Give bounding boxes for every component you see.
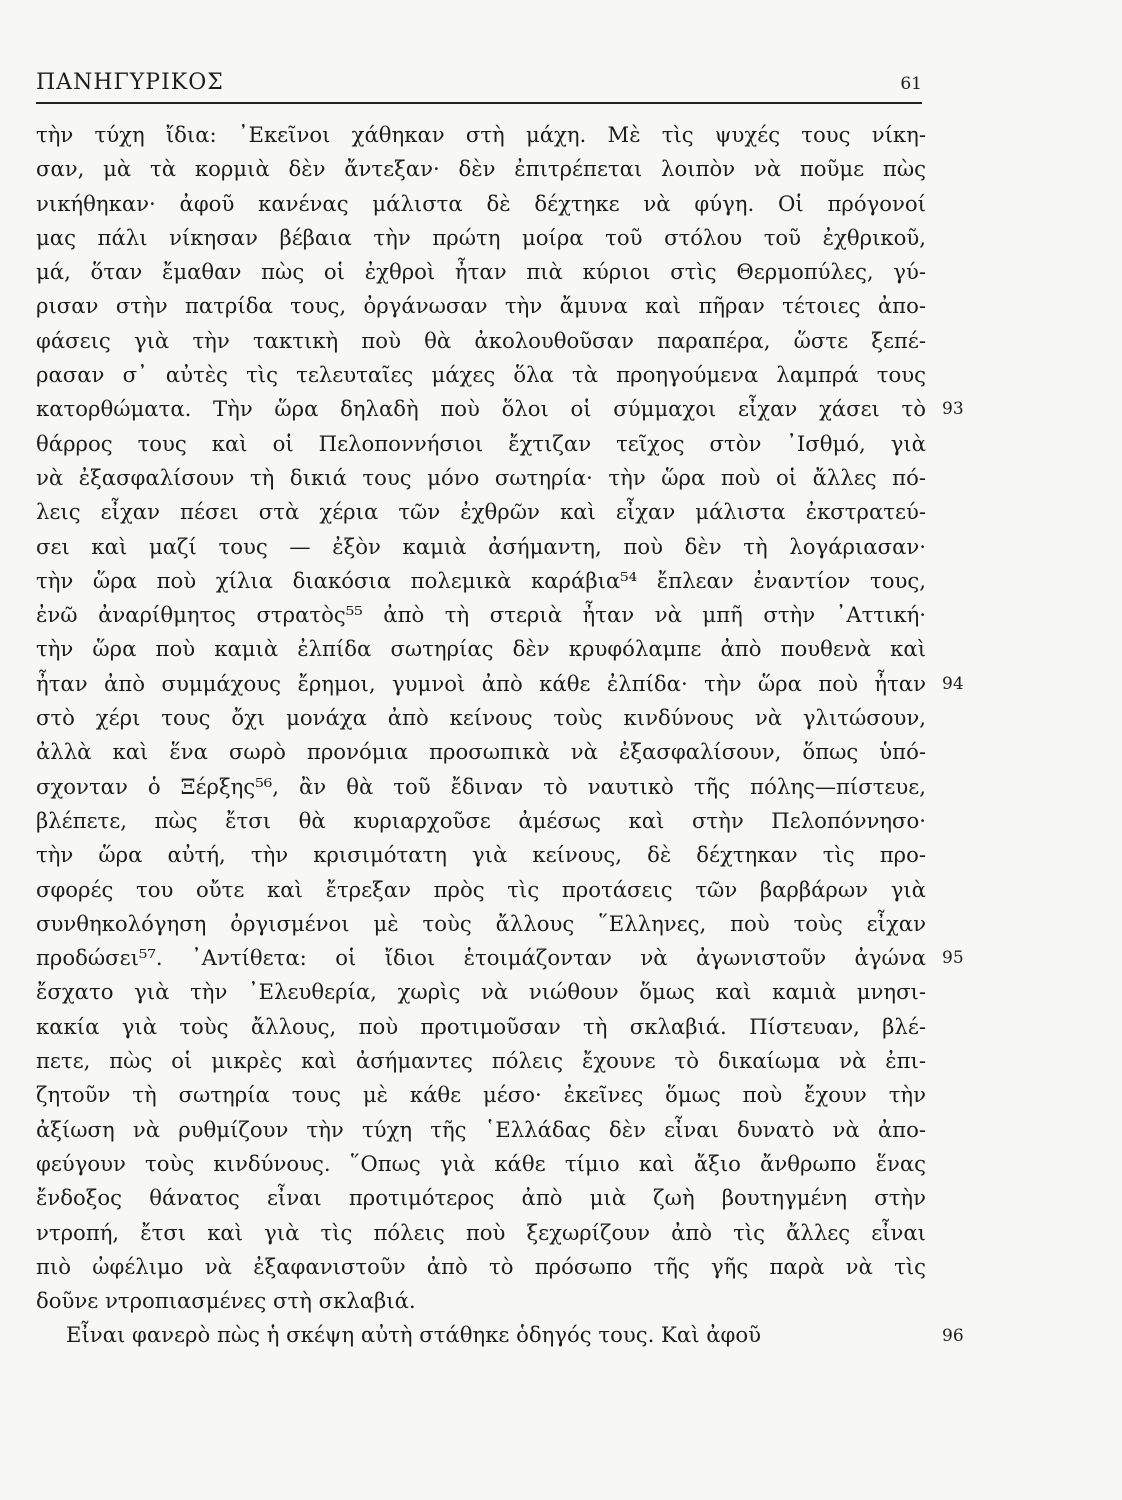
text-line: μας πάλι νίκησαν βέβαια τὴν πρώτη μοίρα τοῦ στόλου τοῦ ἐχθρικοῦ, (36, 224, 926, 250)
text-line: συνθηκολόγηση ὀργισμένοι μὲ τοὺς ἄλλους ῞Ελληνες, ποὺ τοὺς εἶχαν (36, 910, 926, 936)
text-line: ἀξίωση νὰ ρυθμίζουν τὴν τύχη τῆς ῾Ελλάδας δὲν εἶναι δυνατὸ νὰ ἀπο- (36, 1116, 926, 1142)
text-line: σει καὶ μαζί τους — ἐξὸν καμιὰ ἀσήμαντη, ποὺ δὲν τὴ λογάριασαν· (36, 533, 926, 559)
text-line: βλέπετε, πὼς ἔτσι θὰ κυριαρχοῦσε ἀμέσως καὶ στὴν Πελοπόννησο· (36, 807, 926, 833)
text-line: τὴν ὥρα αὐτή, τὴν κρισιμότατη γιὰ κείνους, δὲ δέχτηκαν τὶς προ- (36, 842, 926, 868)
text-line: πετε, πὼς οἱ μικρὲς καὶ ἀσήμαντες πόλεις ἔχουνε τὸ δικαίωμα νὰ ἐπι- (36, 1048, 926, 1074)
text-line: ἔσχατο γιὰ τὴν ᾿Ελευθερία, χωρὶς νὰ νιώθουν ὅμως καὶ καμιὰ μνησι- (36, 979, 926, 1005)
text-line: ἀλλὰ καὶ ἕνα σωρὸ προνόμια προσωπικὰ νὰ ἐξασφαλίσουν, ὅπως ὑπό- (36, 739, 926, 765)
text-line: πιὸ ὠφέλιμο νὰ ἐξαφανιστοῦν ἀπὸ τὸ πρόσωπο τῆς γῆς παρὰ νὰ τὶς (36, 1253, 926, 1279)
page-header (36, 62, 922, 104)
running-title: ΠΑΝΗΓΥΡΙΚΟΣ (36, 70, 224, 95)
body-text (36, 118, 926, 1353)
text-line: νὰ ἐξασφαλίσουν τὴ δικιά τους μόνο σωτηρία· τὴν ὥρα ποὺ οἱ ἄλλες πό- (36, 464, 926, 490)
margin-section-number: 93 (942, 399, 964, 420)
margin-section-number: 94 (942, 673, 964, 694)
text-line: μά, ὅταν ἔμαθαν πὼς οἱ ἐχθροὶ ἦταν πιὰ κύριοι στὶς Θερμοπύλες, γύ- (36, 259, 926, 285)
text-line: ἔνδοξος θάνατος εἶναι προτιμότερος ἀπὸ μιὰ ζωὴ βουτηγμένη στὴν (36, 1185, 926, 1211)
text-line: σαν, μὰ τὰ κορμιὰ δὲν ἄντεξαν· δὲν ἐπιτρέπεται λοιπὸν νὰ ποῦμε πὼς (36, 156, 926, 182)
margin-section-number: 95 (942, 948, 964, 969)
text-line: τὴν τύχη ἴδια: ᾿Εκεῖνοι χάθηκαν στὴ μάχη. Μὲ τὶς ψυχές τους νίκη- (36, 122, 926, 147)
text-line: ἐνῶ ἀναρίθμητος στρατὸς⁵⁵ ἀπὸ τὴ στεριὰ ἦταν νὰ μπῆ στὴν ᾿Αττική· (36, 602, 926, 628)
text-line: ρασαν σ᾿ αὐτὲς τὶς τελευταῖες μάχες ὅλα τὰ προηγούμενα λαμπρά τους (36, 362, 926, 388)
text-line: λεις εἶχαν πέσει στὰ χέρια τῶν ἐχθρῶν καὶ εἶχαν μάλιστα ἐκστρατεύ- (36, 499, 926, 525)
text-line: θάρρος τους καὶ οἱ Πελοποννήσιοι ἔχτιζαν τεῖχος στὸν ᾿Ισθμό, γιὰ (36, 430, 926, 456)
text-line: ζητοῦν τὴ σωτηρία τους μὲ κάθε μέσο· ἐκεῖνες ὅμως ποὺ ἔχουν τὴν (36, 1082, 926, 1108)
text-line: ἦταν ἀπὸ συμμάχους ἔρημοι, γυμνοὶ ἀπὸ κάθε ἐλπίδα· τὴν ὥρα ποὺ ἦταν (36, 670, 926, 696)
text-line: φεύγουν τοὺς κινδύνους. ῞Οπως γιὰ κάθε τίμιο καὶ ἄξιο ἄνθρωπο ἕνας (36, 1150, 926, 1176)
text-line: Εἶναι φανερὸ πὼς ἡ σκέψη αὐτὴ στάθηκε ὁδηγός τους. Καὶ ἀφοῦ (66, 1322, 762, 1348)
text-line: ρισαν στὴν πατρίδα τους, ὀργάνωσαν τὴν ἄμυνα καὶ πῆραν τέτοιες ἀπο- (36, 293, 926, 319)
text-line: νικήθηκαν· ἀφοῦ κανένας μάλιστα δὲ δέχτηκε νὰ φύγη. Οἱ πρόγονοί (36, 190, 926, 216)
text-line: δοῦνε ντροπιασμένες στὴ σκλαβιά. (36, 1288, 416, 1314)
text-line: ντροπή, ἔτσι καὶ γιὰ τὶς πόλεις ποὺ ξεχωρίζουν ἀπὸ τὶς ἄλλες εἶναι (36, 1219, 926, 1245)
page-number: 61 (900, 74, 922, 94)
text-line: κατορθώματα. Τὴν ὥρα δηλαδὴ ποὺ ὅλοι οἱ σύμμαχοι εἶχαν χάσει τὸ (36, 396, 926, 422)
text-line: κακία γιὰ τοὺς ἄλλους, ποὺ προτιμοῦσαν τὴ σκλαβιά. Πίστευαν, βλέ- (36, 1013, 926, 1039)
text-line: φάσεις γιὰ τὴν τακτικὴ ποὺ θὰ ἀκολουθοῦσαν παραπέρα, ὥστε ξεπέ- (36, 327, 926, 353)
text-line: τὴν ὥρα ποὺ χίλια διακόσια πολεμικὰ καράβια⁵⁴ ἔπλεαν ἐναντίον τους, (36, 567, 926, 593)
text-line: στὸ χέρι τους ὄχι μονάχα ἀπὸ κείνους τοὺς κινδύνους νὰ γλιτώσουν, (36, 705, 926, 731)
margin-section-number: 96 (942, 1325, 964, 1346)
text-line: σχονταν ὁ Ξέρξης⁵⁶, ἂν θὰ τοῦ ἔδιναν τὸ ναυτικὸ τῆς πόλης—πίστευε, (36, 773, 926, 799)
text-line: σφορές του οὔτε καὶ ἔτρεξαν πρὸς τὶς προτάσεις τῶν βαρβάρων γιὰ (36, 876, 926, 902)
text-line: τὴν ὥρα ποὺ καμιὰ ἐλπίδα σωτηρίας δὲν κρυφόλαμπε ἀπὸ πουθενὰ καὶ (36, 636, 926, 662)
text-line: προδώσει⁵⁷. ᾿Αντίθετα: οἱ ἴδιοι ἑτοιμάζονταν νὰ ἀγωνιστοῦν ἀγώνα (36, 945, 926, 971)
